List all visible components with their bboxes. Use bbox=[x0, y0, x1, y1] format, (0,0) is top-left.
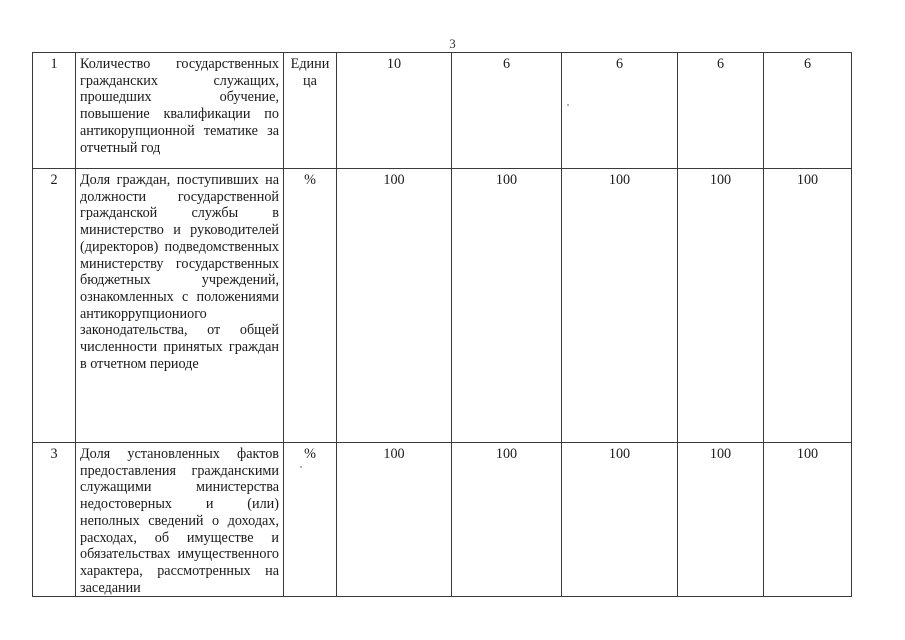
row-number: 1 bbox=[33, 53, 76, 169]
value-cell: 100 bbox=[764, 443, 852, 597]
indicator-description: Количество государственных гражданских служащих, прошедших обучение, повышение квалификации по антикорупционной тематике за отчетный год bbox=[76, 53, 284, 169]
table-row bbox=[33, 443, 852, 597]
value-cell: 100 bbox=[678, 169, 764, 443]
value-cell: 100 bbox=[452, 169, 562, 443]
value-cell: 100 bbox=[337, 169, 452, 443]
row-number: 2 bbox=[33, 169, 76, 443]
unit-cell: % bbox=[284, 443, 337, 597]
value-cell: 6 bbox=[678, 53, 764, 169]
table-row bbox=[33, 53, 852, 169]
value-cell: 10 bbox=[337, 53, 452, 169]
table-row bbox=[33, 169, 852, 443]
row-number: 3 bbox=[33, 443, 76, 597]
indicator-description: Доля граждан, поступивших на должности государственной гражданской службы в министерство и руководителей (директоров) подведомственных министерству государственных бюджетных учреждений, ознакомленных с положениями антикоррупциониого законодательства, от общей численности принятых граждан в отчетном периоде bbox=[76, 169, 284, 443]
unit-cell: Едини ца bbox=[284, 53, 337, 169]
value-cell: 100 bbox=[337, 443, 452, 597]
value-cell: 100 bbox=[562, 443, 678, 597]
value-cell: 100 bbox=[764, 169, 852, 443]
page-number: 3 bbox=[449, 36, 456, 51]
value-cell: 6 bbox=[764, 53, 852, 169]
value-cell: 100 bbox=[562, 169, 678, 443]
scan-speck bbox=[300, 466, 302, 468]
value-cell: 6 bbox=[562, 53, 678, 169]
indicators-table bbox=[32, 52, 852, 597]
value-cell: 100 bbox=[678, 443, 764, 597]
value-cell: 100 bbox=[452, 443, 562, 597]
value-cell: 6 bbox=[452, 53, 562, 169]
unit-cell: % bbox=[284, 169, 337, 443]
indicator-description: Доля установленных фактов предоставления гражданскими служащими министерства недостоверных и (или) неполных сведений о доходах, расходах, об имуществе и обязательствах имущественного характера, рассмотренных на заседании bbox=[76, 443, 284, 597]
scan-speck bbox=[567, 104, 569, 106]
